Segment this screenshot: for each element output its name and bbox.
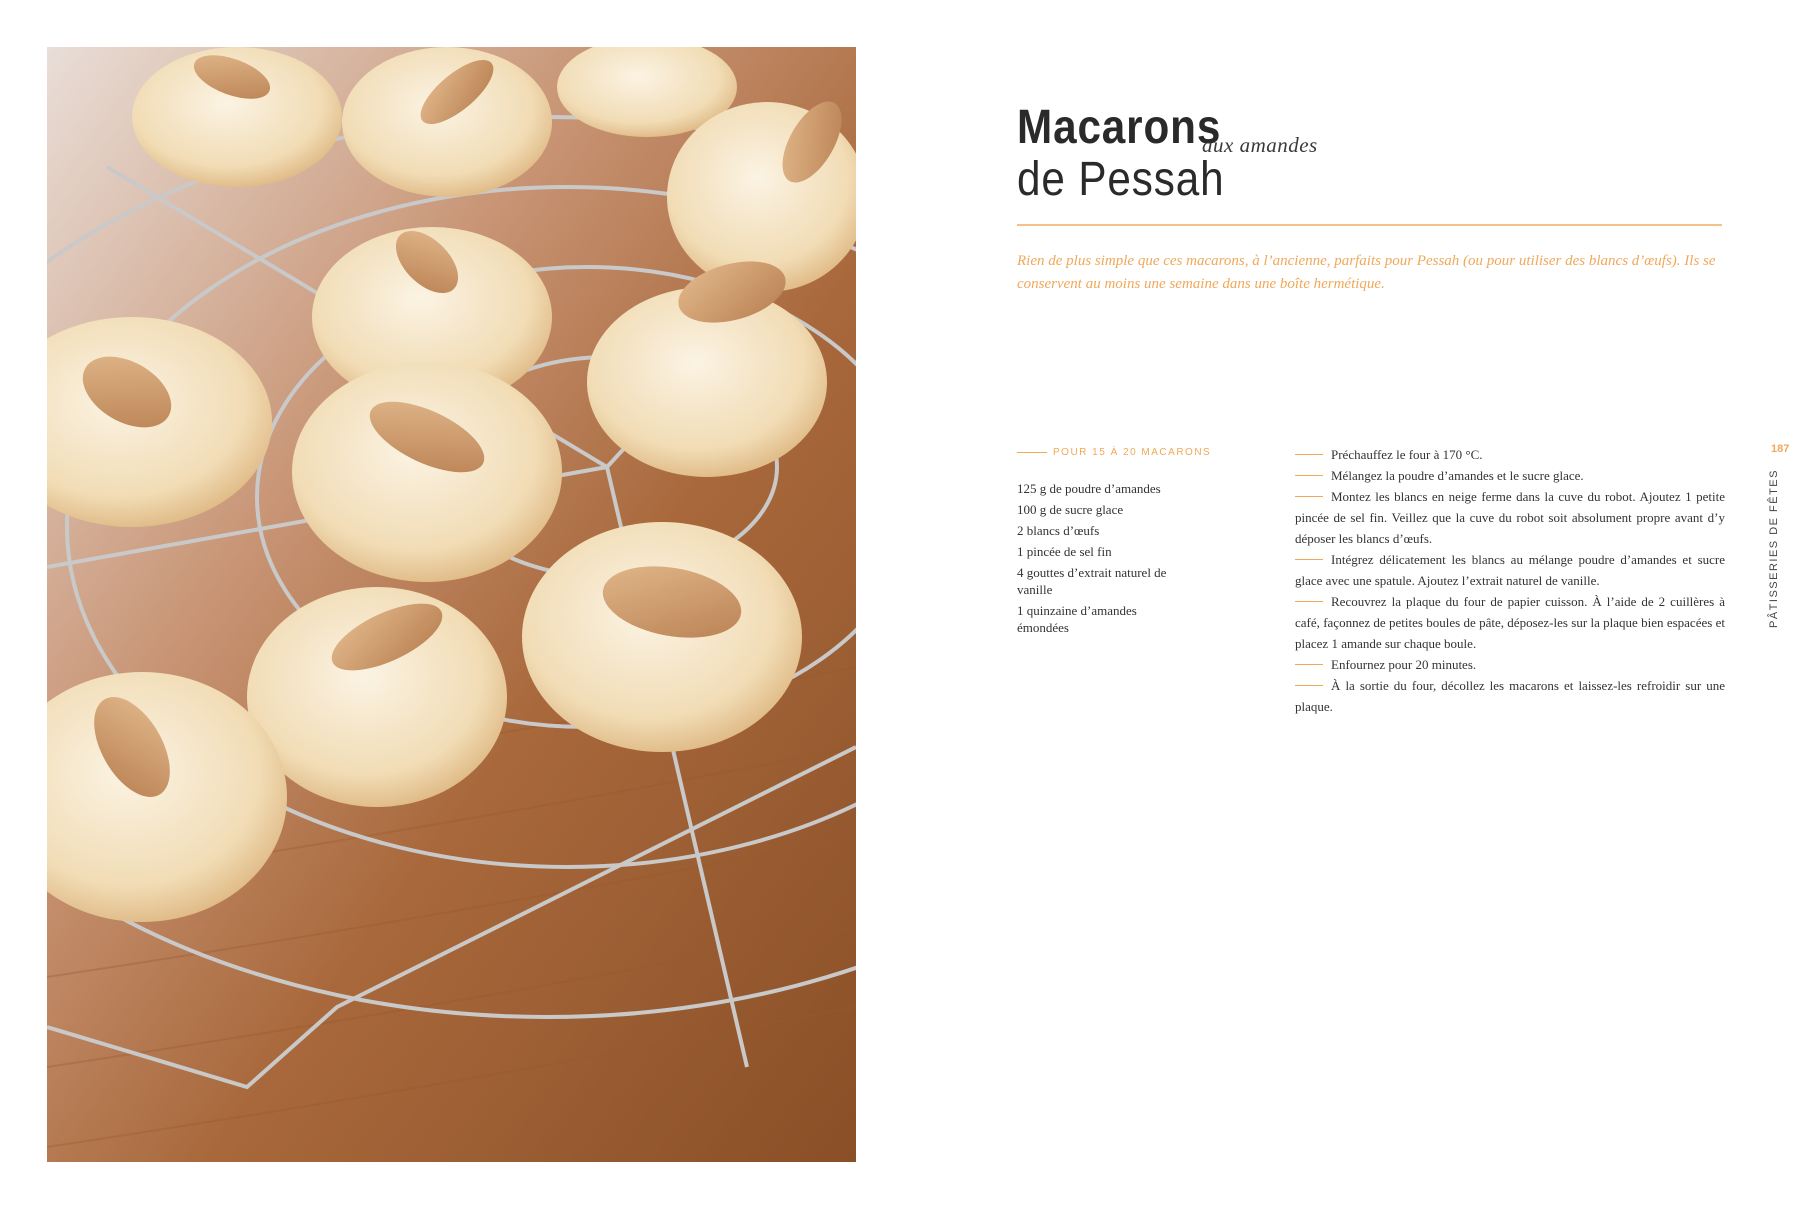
step-item xyxy=(1295,465,1725,486)
step-dash xyxy=(1295,454,1323,455)
ingredient-item: 1 quinzaine d’amandes émondées xyxy=(1017,603,1137,635)
title-divider xyxy=(1017,224,1722,226)
servings-label xyxy=(1017,447,1211,458)
ingredient-item: 1 pincée de sel fin xyxy=(1017,544,1112,559)
macarons-illustration xyxy=(47,47,856,1162)
step-dash xyxy=(1295,664,1323,665)
recipe-intro: Rien de plus simple que ces macarons, à l’ancienne, parfaits pour Pessah (ou pour utiliser des blancs d’œufs). Ils se conservent au moins une semaine dans une boîte hermétique. xyxy=(1017,253,1716,292)
ingredient-item: 125 g de poudre d’amandes xyxy=(1017,481,1161,496)
recipe-title: Macarons xyxy=(1017,101,1222,154)
step-text: Montez les blancs en neige ferme dans la cuve du robot. Ajoutez 1 petite pincée de sel fin. Veillez que la cuve du robot soit absolument propre avant d’y déposer les blancs d’œufs. xyxy=(1295,489,1725,546)
dash-rule xyxy=(1017,452,1047,453)
chapter-title: PÂTISSERIES DE FÊTES xyxy=(1768,469,1780,628)
recipe-photo xyxy=(47,47,856,1162)
step-dash xyxy=(1295,601,1323,602)
ingredient-item: 4 gouttes d’extrait naturel de vanille xyxy=(1017,565,1167,597)
ingredient-item: 2 blancs d’œufs xyxy=(1017,523,1100,538)
step-dash xyxy=(1295,496,1323,497)
step-item xyxy=(1295,654,1725,675)
ingredients-list xyxy=(1017,480,1192,640)
recipe-title-line2: de Pessah xyxy=(1017,153,1225,206)
step-text: Mélangez la poudre d’amandes et le sucre glace. xyxy=(1331,468,1584,483)
step-item xyxy=(1295,591,1725,654)
step-item xyxy=(1295,675,1725,717)
servings-text: POUR 15 À 20 MACARONS xyxy=(1053,447,1212,458)
step-text: Préchauffez le four à 170 °C. xyxy=(1331,447,1483,462)
step-item xyxy=(1295,444,1725,465)
step-text: Enfournez pour 20 minutes. xyxy=(1331,657,1477,672)
step-dash xyxy=(1295,685,1323,686)
step-item xyxy=(1295,549,1725,591)
recipe-subtitle: aux amandes xyxy=(1202,133,1318,157)
ingredient-item: 100 g de sucre glace xyxy=(1017,502,1124,517)
step-text: Intégrez délicatement les blancs au mélange poudre d’amandes et sucre glace avec une spatule. Ajoutez l’extrait naturel de vanille. xyxy=(1295,552,1725,588)
step-text: À la sortie du four, décollez les macarons et laissez-les refroidir sur une plaque. xyxy=(1295,678,1725,714)
page-number: 187 xyxy=(1771,443,1790,455)
step-item xyxy=(1295,486,1725,549)
method-steps xyxy=(1295,444,1725,717)
step-text: Recouvrez la plaque du four de papier cuisson. À l’aide de 2 cuillères à café, façonnez de petites boules de pâte, déposez-les sur la plaque bien espacées et placez 1 amande sur chaque boule. xyxy=(1295,594,1725,651)
step-dash xyxy=(1295,475,1323,476)
step-dash xyxy=(1295,559,1323,560)
